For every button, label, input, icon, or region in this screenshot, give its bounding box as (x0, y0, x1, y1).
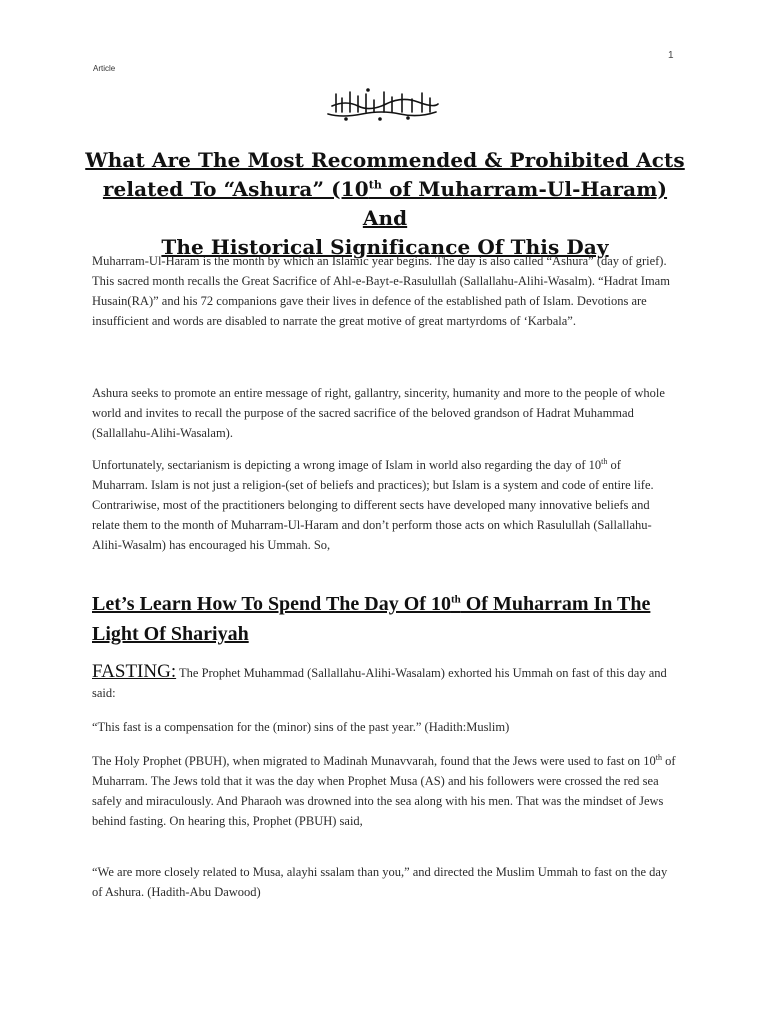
quote-hadith-abu-dawood: “We are more closely related to Musa, alayhi ssalam than you,” and directed the Muslim Ummah to fast on the day of Ashura. (Hadith-Abu Dawood) (92, 865, 668, 899)
header-label: Article (93, 64, 116, 73)
paragraph-madinah: The Holy Prophet (PBUH), when migrated to Madinah Munavvarah, found that the Jews were used to fast on 10th of Muharram. The Jews told that it was the day when Prophet Musa (AS) and his followers were crossed the red sea safely and miraculously. And Pharaoh was drowned into the sea along with his men. That was the mindset of Jews behind fasting. On hearing this, Prophet (PBUH) said, (92, 752, 676, 828)
section-heading: Let’s Learn How To Spend The Day Of 10th Of Muharram In The Light Of Shariyah (92, 593, 651, 645)
paragraph-sectarianism: Unfortunately, sectarianism is depicting a wrong image of Islam in world also regarding the day of 10th of Muharram. Islam is not just a religion-(set of beliefs and practices); but Islam is a system and code of entire life. Contrariwise, most of the practitioners belonging to different sects have developed many innovative beliefs and relate them to the month of Muharram-Ul-Haram and don’t perform those acts on which Rasulullah (Sallallahu-Alihi-Wasalm) has encouraged his Ummah. So, (92, 456, 654, 552)
paragraph-intro: Muharram-Ul-Haram is the month by which an Islamic year begins. The day is also called “Ashura” (day of grief). This sacred month recalls the Great Sacrifice of Ahl-e-Bayt-e-Rasulullah (Sallallahu-Alihi-Wasalm). “Hadrat Imam Husain(RA)” and his 72 companions gave their lives in defence of the established path of Islam. Devotions are insufficient and words are disabled to narrate the great motive of great martyrdoms of ‘Karbala”. (92, 254, 670, 328)
quote-hadith-muslim: “This fast is a compensation for the (minor) sins of the past year.” (Hadith:Muslim) (92, 720, 510, 734)
bismillah-calligraphy-image (322, 88, 442, 122)
title-line-2: related To “Ashura” (10th of Muharram-Ul-Haram) And (102, 177, 668, 230)
page-number: 1 (668, 50, 674, 61)
fasting-label: FASTING: (92, 661, 177, 682)
title-line-1: What Are The Most Recommended & Prohibited Acts (85, 148, 685, 172)
article-title (80, 146, 690, 262)
paragraph-ashura-message: Ashura seeks to promote an entire message of right, gallantry, sincerity, humanity and more to the people of whole world and invites to recall the purpose of the sacred sacrifice of the beloved grandson of Hadrat Muhammad (Sallallahu-Alihi-Wasalam). (92, 386, 665, 440)
title-line-3: The Historical Significance Of This Day (161, 235, 609, 259)
paragraph-fasting: FASTING: The Prophet Muhammad (Sallallahu-Alihi-Wasalam) exhorted his Ummah on fast of this day and said: (92, 661, 667, 700)
